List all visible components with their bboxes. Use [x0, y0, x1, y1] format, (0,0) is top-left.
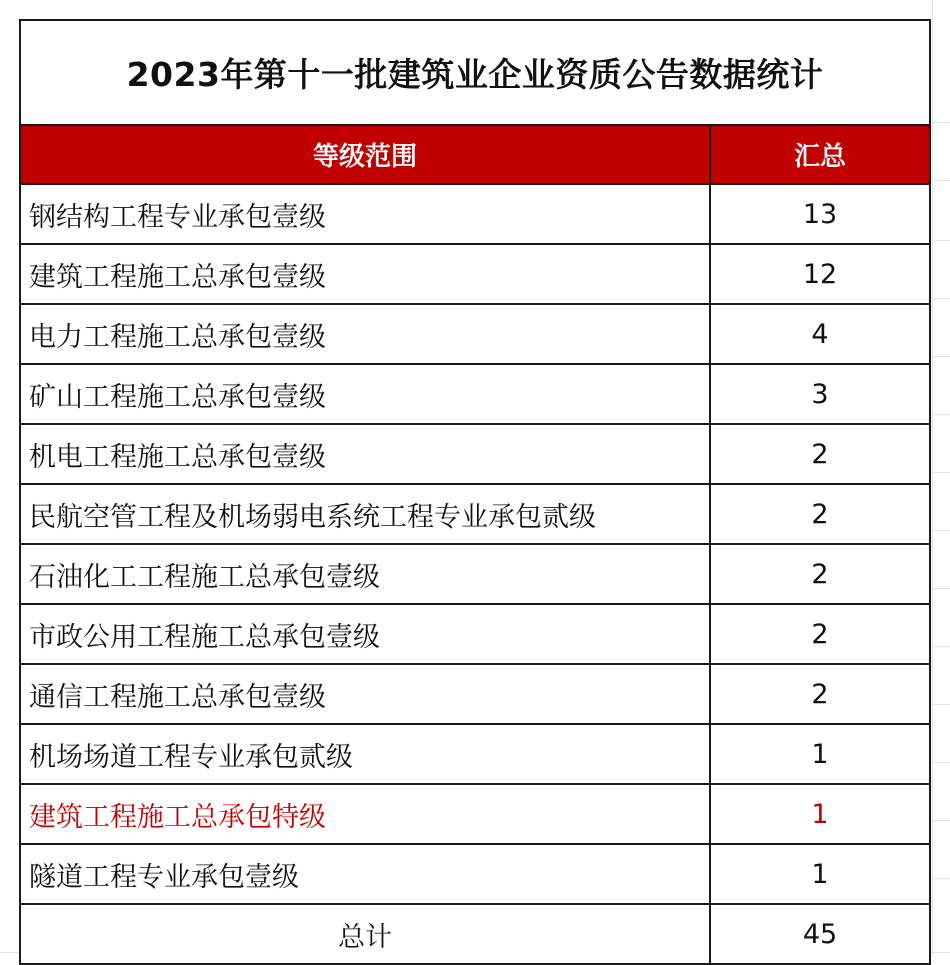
table-row	[21, 605, 929, 665]
column-header-count[interactable]: 汇总	[793, 142, 846, 172]
table-row	[21, 305, 929, 365]
sheet-gridline	[932, 0, 933, 956]
statistics-table	[19, 19, 931, 965]
category-cell[interactable]: 电力工程施工总承包壹级	[21, 305, 711, 363]
table-row	[21, 425, 929, 485]
total-count-cell[interactable]: 45	[802, 918, 838, 950]
sheet-gridline	[932, 472, 950, 473]
table-row	[21, 485, 929, 545]
category-cell[interactable]: 建筑工程施工总承包特级	[21, 785, 711, 843]
category-cell[interactable]: 建筑工程施工总承包壹级	[21, 245, 711, 303]
category-cell[interactable]: 机场场道工程专业承包贰级	[21, 725, 711, 783]
category-cell[interactable]: 矿山工程施工总承包壹级	[21, 365, 711, 423]
category-cell[interactable]: 钢结构工程专业承包壹级	[21, 185, 711, 243]
sheet-gridline	[932, 356, 950, 357]
table-row	[21, 185, 929, 245]
sheet-gridline	[932, 704, 950, 705]
table-row	[21, 245, 929, 305]
category-cell[interactable]: 隧道工程专业承包壹级	[21, 845, 711, 903]
table-row	[21, 545, 929, 605]
count-cell[interactable]: 2	[811, 558, 829, 590]
count-cell[interactable]: 1	[811, 858, 829, 890]
sheet-gridline	[932, 588, 950, 589]
category-cell[interactable]: 机电工程施工总承包壹级	[21, 425, 711, 483]
table-row	[21, 665, 929, 725]
sheet-gridline	[932, 240, 950, 241]
total-label-cell[interactable]: 总计	[21, 905, 711, 963]
table-header-row	[21, 126, 929, 185]
sheet-gridline	[932, 298, 950, 299]
table-title[interactable]: 2023年第十一批建筑业企业资质公告数据统计	[21, 21, 929, 126]
count-cell[interactable]: 12	[802, 258, 838, 290]
count-cell[interactable]: 2	[811, 498, 829, 530]
count-cell[interactable]: 2	[811, 438, 829, 470]
count-cell[interactable]: 1	[811, 798, 829, 830]
table-row-highlighted	[21, 785, 929, 845]
sheet-gridline	[932, 122, 950, 123]
sheet-gridline	[932, 762, 950, 763]
count-cell[interactable]: 2	[811, 678, 829, 710]
count-cell[interactable]: 2	[811, 618, 829, 650]
sheet-gridline	[932, 820, 950, 821]
table-row	[21, 725, 929, 785]
sheet-gridline	[932, 530, 950, 531]
category-cell[interactable]: 石油化工工程施工总承包壹级	[21, 545, 711, 603]
category-cell[interactable]: 通信工程施工总承包壹级	[21, 665, 711, 723]
column-header-category[interactable]: 等级范围	[21, 126, 711, 183]
category-cell[interactable]: 市政公用工程施工总承包壹级	[21, 605, 711, 663]
count-cell[interactable]: 4	[811, 318, 829, 350]
table-row	[21, 365, 929, 425]
sheet-gridline	[932, 646, 950, 647]
category-cell[interactable]: 民航空管工程及机场弱电系统工程专业承包贰级	[21, 485, 711, 543]
count-cell[interactable]: 13	[802, 198, 838, 230]
table-row	[21, 845, 929, 905]
count-cell[interactable]: 1	[811, 738, 829, 770]
count-cell[interactable]: 3	[811, 378, 829, 410]
sheet-gridline	[932, 180, 950, 181]
sheet-gridline	[932, 878, 950, 879]
sheet-gridline	[932, 414, 950, 415]
total-row	[21, 905, 929, 963]
